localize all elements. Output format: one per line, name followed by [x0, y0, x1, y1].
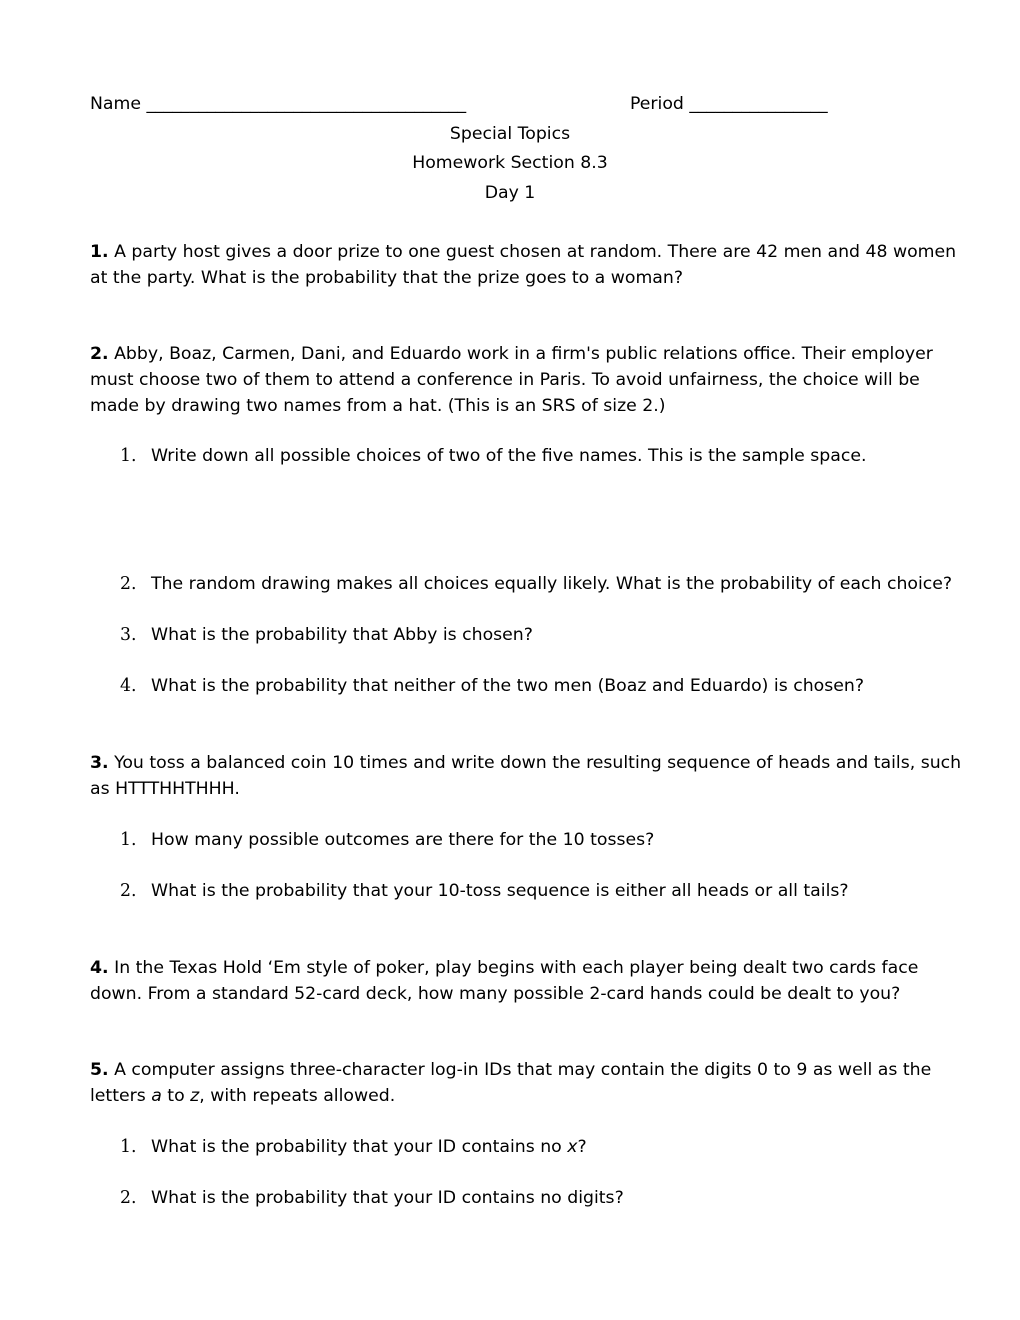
problem-3: [90, 750, 962, 802]
part-text: How many possible outcomes are there for the 10 tosses?: [151, 830, 655, 850]
problem-text: down. From a standard 52-card deck, how many possible 2-card hands could be dealt to you?: [90, 984, 901, 1004]
part-text: What is the probability that your ID contains no x?: [151, 1137, 587, 1157]
problem-number: 4.: [90, 958, 109, 978]
problem-2-part-2: [120, 571, 952, 597]
problem-5-part-1: [120, 1134, 587, 1160]
problem-2-part-4: [120, 673, 864, 699]
part-marker: 4.: [120, 676, 137, 696]
problem-text: made by drawing two names from a hat. (This is an SRS of size 2.): [90, 396, 666, 416]
part-text: What is the probability that your 10-toss sequence is either all heads or all tails?: [151, 881, 849, 901]
problem-text: Abby, Boaz, Carmen, Dani, and Eduardo work in a firm's public relations office. Their employer: [114, 344, 933, 364]
problem-text: as HTTTHHTHHH.: [90, 779, 240, 799]
problem-text: A party host gives a door prize to one guest chosen at random. There are 42 men and 48 women: [114, 242, 957, 262]
problem-5: [90, 1057, 940, 1109]
problem-2-part-1: [120, 443, 866, 469]
problem-text: A computer assigns three-character log-in IDs that may contain the digits 0 to 9 as well as the: [114, 1060, 932, 1080]
part-marker: 1.: [120, 1137, 137, 1157]
part-text: Write down all possible choices of two of the five names. This is the sample space.: [151, 446, 867, 466]
problem-text: In the Texas Hold ‘Em style of poker, play begins with each player being dealt two cards face: [114, 958, 919, 978]
part-marker: 1.: [120, 830, 137, 850]
section-title: Homework Section 8.3: [412, 153, 608, 173]
problem-text: must choose two of them to attend a conference in Paris. To avoid unfairness, the choice will be: [90, 370, 920, 390]
part-text: What is the probability that your ID contains no digits?: [151, 1188, 624, 1208]
problem-3-part-2: [120, 878, 849, 904]
problem-number: 3.: [90, 753, 109, 773]
part-text: The random drawing makes all choices equally likely. What is the probability of each choice?: [151, 574, 953, 594]
course-title: Special Topics: [449, 124, 571, 144]
problem-1: [90, 239, 957, 291]
problem-text: You toss a balanced coin 10 times and write down the resulting sequence of heads and tails, such: [114, 753, 962, 773]
problem-4: [90, 955, 940, 1007]
part-marker: 2.: [120, 574, 137, 594]
period-blank: ________________: [689, 94, 828, 114]
problem-2-part-3: [120, 622, 533, 648]
part-marker: 2.: [120, 881, 137, 901]
problem-text: at the party. What is the probability that the prize goes to a woman?: [90, 268, 684, 288]
problem-number: 2.: [90, 344, 109, 364]
part-text: What is the probability that neither of the two men (Boaz and Eduardo) is chosen?: [151, 676, 864, 696]
part-marker: 1.: [120, 446, 137, 466]
period-line: [630, 91, 828, 117]
problem-5-part-2: [120, 1185, 624, 1211]
problem-3-part-1: [120, 827, 654, 853]
problem-text: letters a to z, with repeats allowed.: [90, 1086, 396, 1106]
problem-number: 1.: [90, 242, 109, 262]
problem-number: 5.: [90, 1060, 109, 1080]
part-marker: 2.: [120, 1188, 137, 1208]
name-label: Name: [90, 94, 141, 114]
name-blank: _____________________________________: [146, 94, 467, 114]
problem-2: [90, 341, 940, 419]
day-title: Day 1: [484, 183, 536, 203]
name-line: [90, 91, 466, 117]
part-marker: 3.: [120, 625, 137, 645]
period-label: Period: [630, 94, 684, 114]
part-text: What is the probability that Abby is chosen?: [151, 625, 533, 645]
